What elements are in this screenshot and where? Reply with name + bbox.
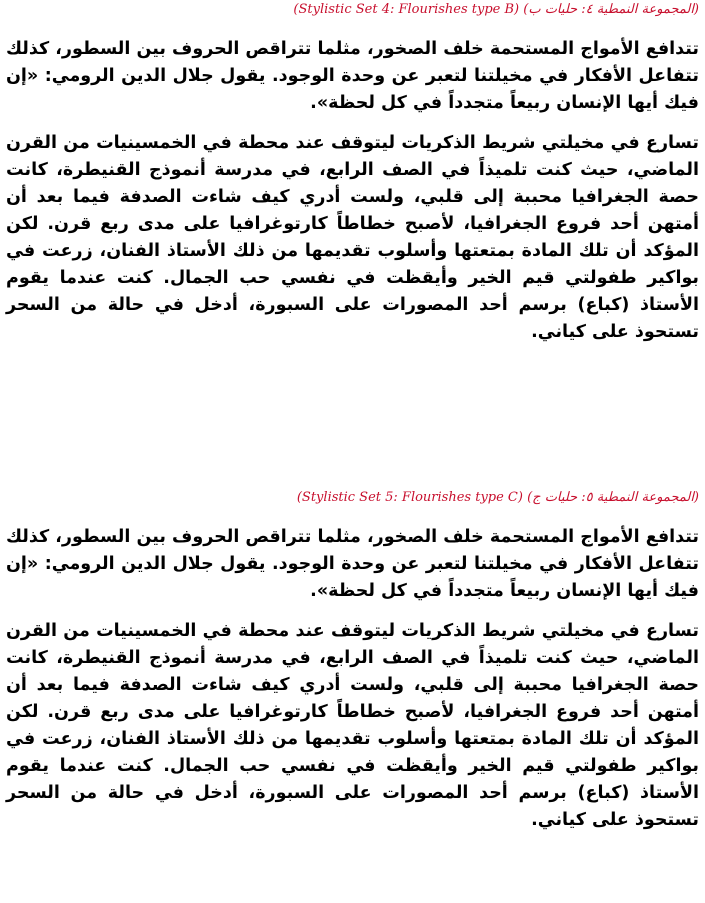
paragraph: تتدافع الأمواج المستحمة خلف الصخور، مثلما تتراقص الحروف بين السطور، كذلك تتفاعل الأفكار في مخيلتنا لتعبر عن وحدة الوجود. يقول جلال الدين الرومي: «إن فيك أيها الإنسان ربيعاً متجدداً في كل لحظة». (6, 527, 699, 601)
section-heading (6, 0, 699, 20)
heading-english: (Stylistic Set 5: Flourishes type C) (296, 490, 523, 505)
heading-english: (Stylistic Set 4: Flourishes type B) (293, 2, 520, 17)
section-heading (6, 488, 699, 508)
heading-arabic: (المجموعة النمطية ٥: حليات ج) (527, 490, 699, 505)
paragraph: تتدافع الأمواج المستحمة خلف الصخور، مثلما تتراقص الحروف بين السطور، كذلك تتفاعل الأفكار في مخيلتنا لتعبر عن وحدة الوجود. يقول جلال الدين الرومي: «إن فيك أيها الإنسان ربيعاً متجدداً في كل لحظة». (6, 39, 699, 113)
section-stylistic-set-4 (6, 0, 699, 359)
paragraph: تسارع في مخيلتي شريط الذكريات ليتوقف عند محطة في الخمسينيات من القرن الماضي، حيث كنت تلميذاً في الصف الرابع، في مدرسة أنموذج القنيطرة، كانت حصة الجغرافيا محببة إلى قلبي، ولست أدري كيف شاءت الصدفة فيما بعد أن أمتهن أحد فروع الجغرافيا، لأصبح خطاطاً كارتوغرافيا على مدى ربع قرن. لكن المؤكد أن تلك المادة بمتعتها وأسلوب تقديمها من ذلك الأستاذ الفنان، زرعت في بواكير طفولتي قيم الخير وأيقظت في نفسي حب الجمال. كنت عندما يقوم الأستاذ (كباع) برسم أحد المصورات على السبورة، أدخل في حالة من السحر تستحوذ على كياني. (6, 133, 699, 342)
section-stylistic-set-5 (6, 488, 699, 847)
heading-arabic: (المجموعة النمطية ٤: حليات ب) (523, 2, 699, 17)
paragraph: تسارع في مخيلتي شريط الذكريات ليتوقف عند محطة في الخمسينيات من القرن الماضي، حيث كنت تلميذاً في الصف الرابع، في مدرسة أنموذج القنيطرة، كانت حصة الجغرافيا محببة إلى قلبي، ولست أدري كيف شاءت الصدفة فيما بعد أن أمتهن أحد فروع الجغرافيا، لأصبح خطاطاً كارتوغرافيا على مدى ربع قرن. لكن المؤكد أن تلك المادة بمتعتها وأسلوب تقديمها من ذلك الأستاذ الفنان، زرعت في بواكير طفولتي قيم الخير وأيقظت في نفسي حب الجمال. كنت عندما يقوم الأستاذ (كباع) برسم أحد المصورات على السبورة، أدخل في حالة من السحر تستحوذ على كياني. (6, 621, 699, 830)
